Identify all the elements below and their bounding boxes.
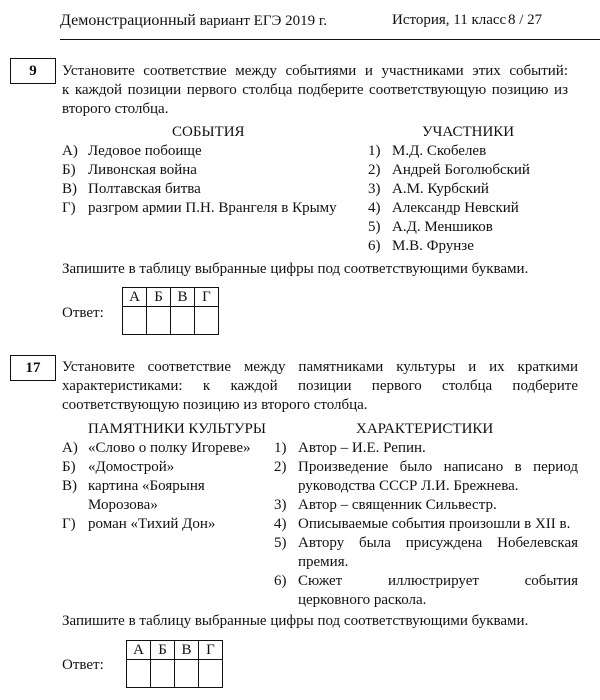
answer-header-cell: Г bbox=[195, 288, 219, 307]
answer-cell[interactable] bbox=[147, 307, 171, 335]
task-9-answer-table bbox=[122, 287, 219, 335]
list-item: 2) Произведение было написано в период bbox=[274, 459, 578, 475]
task-17-instruction: Запишите в таблицу выбранные цифры под соответствующими буквами. bbox=[62, 613, 529, 629]
answer-cell[interactable] bbox=[199, 660, 223, 688]
answer-cell[interactable] bbox=[127, 660, 151, 688]
list-item: 5) Автору была присуждена Нобелевская bbox=[274, 535, 578, 551]
answer-header-cell: В bbox=[171, 288, 195, 307]
list-item: 3) Автор – священник Сильвестр. bbox=[274, 497, 497, 513]
answer-header-cell: В bbox=[175, 641, 199, 660]
task-17-right-list: 1) Автор – И.Е. Репин. 2) Произведение было написано в период руководства СССР Л.И. Брежнева. 3) Автор – священник Сильвестр. 4) Описываемые события произошли в XII в. 5) Автору была присуждена Нобелевская премия. 6) Сюжет иллюстрирует события церковного раскола. bbox=[274, 440, 578, 608]
answer-cell[interactable] bbox=[195, 307, 219, 335]
answer-header-cell: А bbox=[127, 641, 151, 660]
list-item: 6) М.В. Фрунзе bbox=[368, 238, 474, 254]
list-item: А) «Слово о полку Игореве» bbox=[62, 440, 251, 456]
list-item: 1) М.Д. Скобелев bbox=[368, 143, 487, 159]
header-subject: История, 11 класс bbox=[392, 12, 507, 28]
answer-header-cell: Б bbox=[151, 641, 175, 660]
task-9-number-box: 9 bbox=[10, 58, 56, 84]
answer-header-cell: А bbox=[123, 288, 147, 307]
list-item: В) картина «Боярыня bbox=[62, 478, 205, 494]
list-item: 4) Александр Невский bbox=[368, 200, 519, 216]
list-item: 5) А.Д. Меншиков bbox=[368, 219, 493, 235]
list-item: 2) Андрей Боголюбский bbox=[368, 162, 530, 178]
task-17-answer-table bbox=[126, 640, 223, 688]
task-17-left-heading: ПАМЯТНИКИ КУЛЬТУРЫ bbox=[88, 421, 266, 437]
page-number: 8 / 27 bbox=[508, 12, 543, 28]
task-9-instruction: Запишите в таблицу выбранные цифры под соответствующими буквами. bbox=[62, 261, 529, 277]
list-item: Г) разгром армии П.Н. Врангеля в Крыму bbox=[62, 200, 337, 216]
task-17-answer-label: Ответ: bbox=[62, 657, 104, 673]
answer-cell[interactable] bbox=[175, 660, 199, 688]
list-item: Б) Ливонская война bbox=[62, 162, 197, 178]
list-item: Б) «Домострой» bbox=[62, 459, 175, 475]
answer-header-cell: Б bbox=[147, 288, 171, 307]
list-item: 1) Автор – И.Е. Репин. bbox=[274, 440, 426, 456]
task-17-left-list: А) «Слово о полку Игореве» Б) «Домострой» В) картина «Боярыня Морозова» Г) роман «Тихий Дон» bbox=[62, 439, 272, 534]
answer-cell[interactable] bbox=[123, 307, 147, 335]
answer-cell[interactable] bbox=[171, 307, 195, 335]
list-item: 6) Сюжет иллюстрирует события bbox=[274, 573, 578, 589]
list-item: А) Ледовое побоище bbox=[62, 143, 202, 159]
header-divider bbox=[60, 39, 600, 40]
task-9-stem: Установите соответствие между событиями и участниками этих событий: к каждой позиции первого столбца подберите соответствующую позицию из второго столбца. bbox=[62, 63, 568, 117]
task-9-answer-label: Ответ: bbox=[62, 305, 104, 321]
task-9-left-heading: СОБЫТИЯ bbox=[172, 124, 245, 140]
answer-header-cell: Г bbox=[199, 641, 223, 660]
list-item: 3) А.М. Курбский bbox=[368, 181, 489, 197]
task-17-number-box: 17 bbox=[10, 355, 56, 381]
header-title: Демонстрационный вариант ЕГЭ 2019 г. bbox=[60, 12, 328, 29]
list-item: В) Полтавская битва bbox=[62, 181, 201, 197]
list-item: Г) роман «Тихий Дон» bbox=[62, 516, 216, 532]
task-17-stem: Установите соответствие между памятниками культуры и их краткими характеристиками: к каждой позиции первого столбца подберите соответствующую позицию из второго столбца. bbox=[62, 359, 578, 413]
task-9-left-list bbox=[62, 142, 337, 218]
task-9-right-heading: УЧАСТНИКИ bbox=[422, 124, 515, 140]
task-17-right-heading: ХАРАКТЕРИСТИКИ bbox=[356, 421, 494, 437]
answer-cell[interactable] bbox=[151, 660, 175, 688]
task-9-right-list bbox=[368, 142, 530, 256]
list-item: 4) Описываемые события произошли в XII в. bbox=[274, 516, 571, 532]
